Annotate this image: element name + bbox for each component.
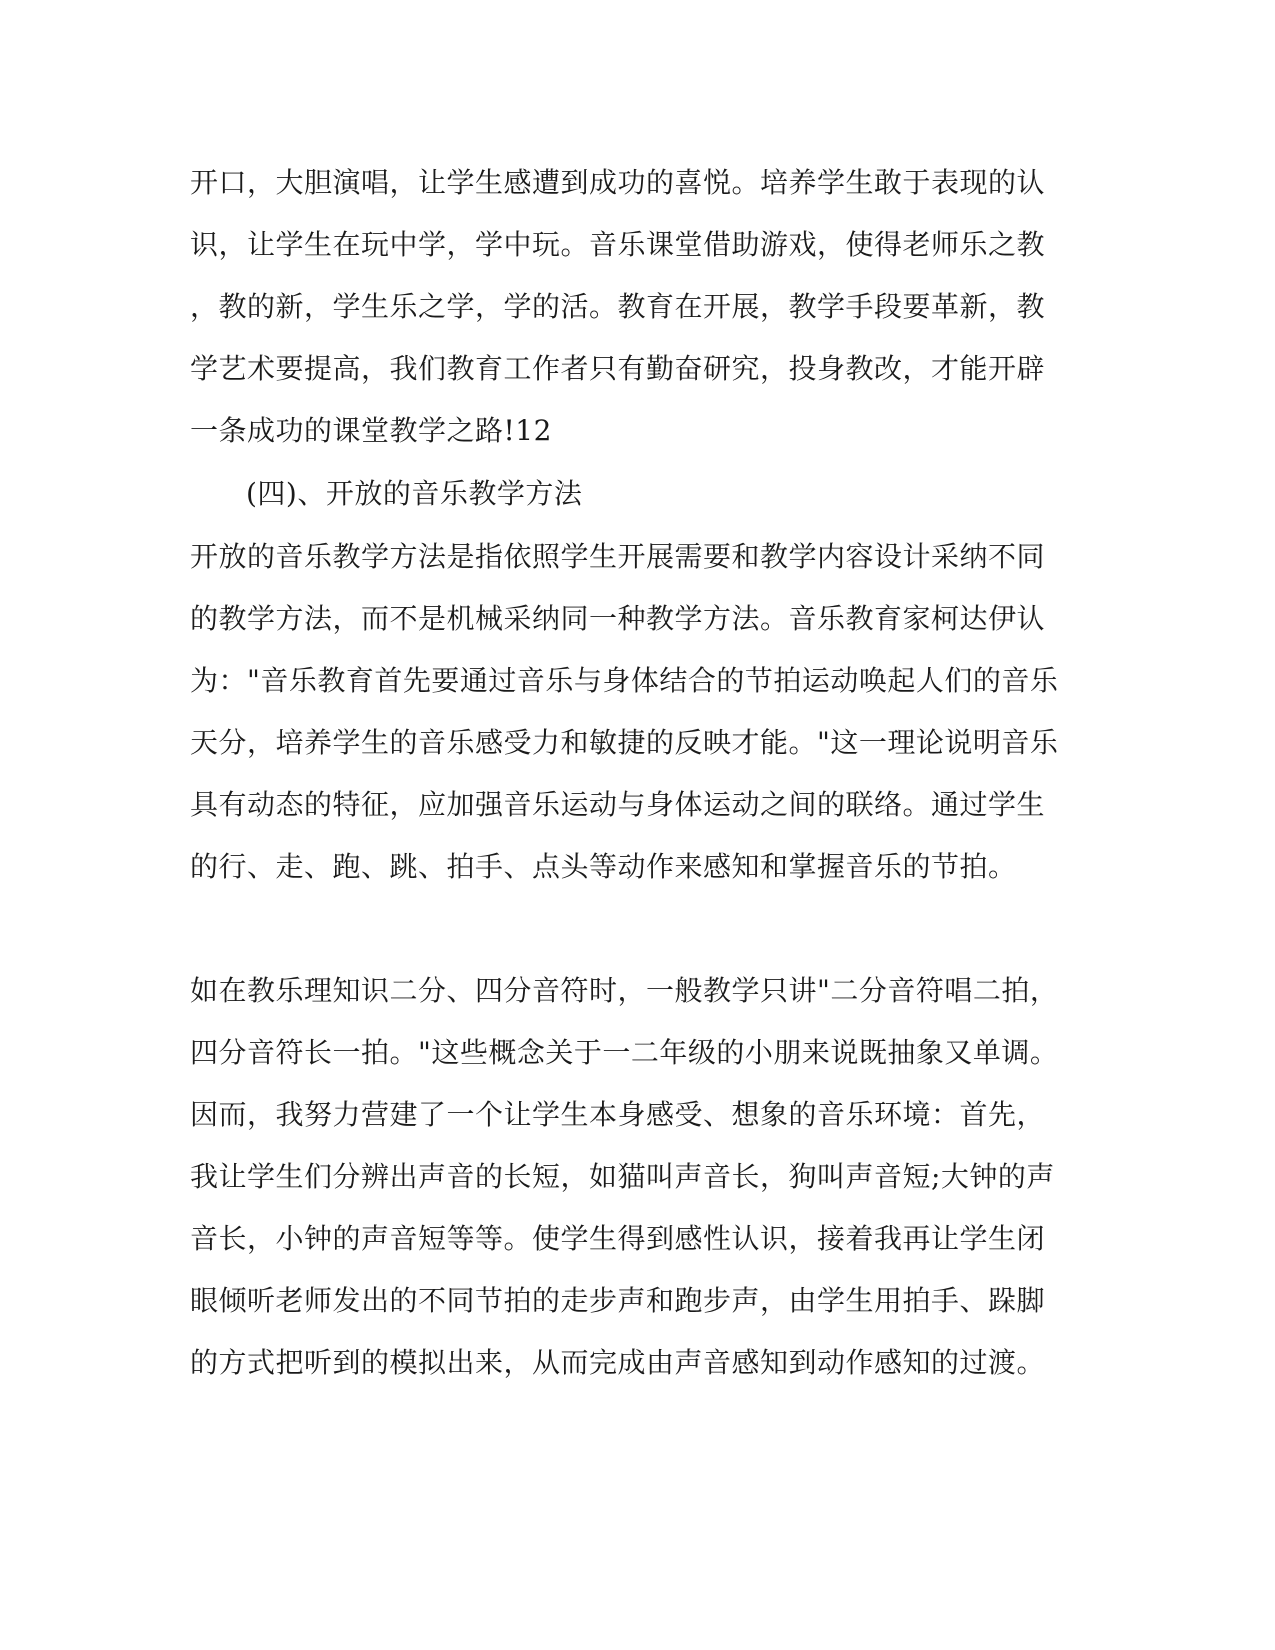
paragraph-line: ，教的新，学生乐之学，学的活。教育在开展，教学手段要革新，教 (190, 290, 1046, 323)
paragraph-line: 的教学方法，而不是机械采纳同一种教学方法。音乐教育家柯达伊认 (190, 602, 1046, 635)
paragraph-line: 四分音符长一拍。"这些概念关于一二年级的小朋来说既抽象又单调。 (190, 1036, 1059, 1069)
paragraph-line: 开口，大胆演唱，让学生感遭到成功的喜悦。培养学生敢于表现的认 (190, 166, 1046, 199)
paragraph-line: 如在教乐理知识二分、四分音符时，一般教学只讲"二分音符唱二拍， (190, 974, 1059, 1007)
section-heading: (四)、开放的音乐教学方法 (246, 477, 583, 510)
paragraph-line: 一条成功的课堂教学之路!12 (190, 414, 552, 447)
paragraph-line: 识，让学生在玩中学，学中玩。音乐课堂借助游戏，使得老师乐之教 (190, 228, 1046, 261)
paragraph-line: 开放的音乐教学方法是指依照学生开展需要和教学内容设计采纳不同 (190, 540, 1046, 573)
paragraph-line: 眼倾听老师发出的不同节拍的走步声和跑步声，由学生用拍手、跺脚 (190, 1284, 1046, 1317)
paragraph-line: 我让学生们分辨出声音的长短，如猫叫声音长，狗叫声音短;大钟的声 (190, 1160, 1055, 1193)
paragraph-line: 为："音乐教育首先要通过音乐与身体结合的节拍运动唤起人们的音乐 (190, 664, 1059, 697)
paragraph-line: 天分，培养学生的音乐感受力和敏捷的反映才能。"这一理论说明音乐 (190, 726, 1059, 759)
paragraph-line: 具有动态的特征，应加强音乐运动与身体运动之间的联络。通过学生 (190, 788, 1046, 821)
paragraph-line: 的行、走、跑、跳、拍手、点头等动作来感知和掌握音乐的节拍。 (190, 850, 1017, 883)
paragraph-line: 音长，小钟的声音短等等。使学生得到感性认识，接着我再让学生闭 (190, 1222, 1046, 1255)
paragraph-line: 因而，我努力营建了一个让学生本身感受、想象的音乐环境：首先， (190, 1098, 1046, 1131)
paragraph-line: 学艺术要提高，我们教育工作者只有勤奋研究，投身教改，才能开辟 (190, 352, 1046, 385)
paragraph-line: 的方式把听到的模拟出来，从而完成由声音感知到动作感知的过渡。 (190, 1346, 1046, 1379)
